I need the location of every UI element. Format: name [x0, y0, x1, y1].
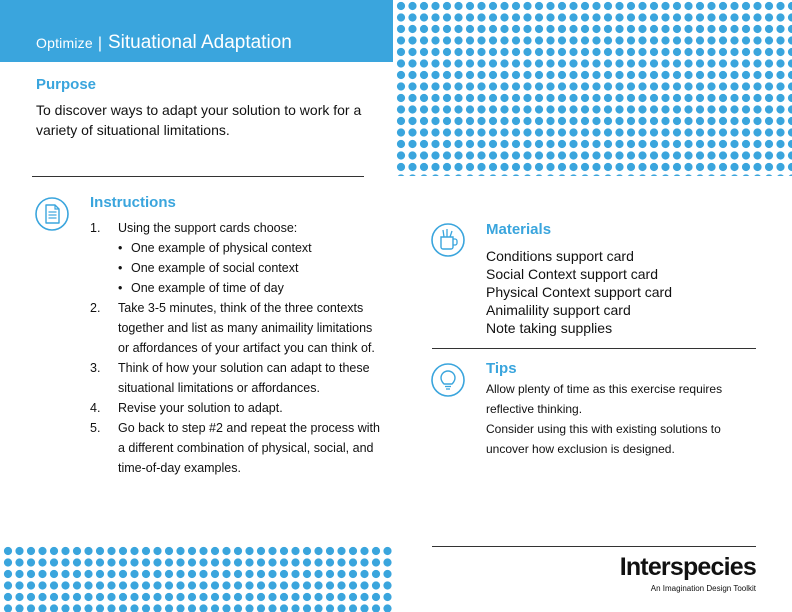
- step-number: 3.: [90, 361, 101, 375]
- step-text: Revise your solution to adapt.: [118, 401, 283, 415]
- step-sub-list: [118, 238, 380, 298]
- dot-pattern-bottom-left: [0, 544, 393, 612]
- step-number: 4.: [90, 401, 101, 415]
- sub-item: • One example of physical context: [118, 238, 380, 258]
- materials-heading: Materials: [486, 221, 552, 238]
- lightbulb-icon: [430, 362, 466, 403]
- tips-text: [486, 379, 746, 459]
- material-item: Conditions support card: [486, 248, 634, 264]
- instructions-list: [90, 218, 380, 478]
- step-text: Take 3-5 minutes, think of the three contexts together and list as many animaility limitations or affordances of your artifact you can think of.: [118, 301, 375, 355]
- material-item: Social Context support card: [486, 266, 658, 282]
- purpose-heading: Purpose: [36, 76, 97, 93]
- supplies-cup-icon: [430, 222, 466, 263]
- step-number: 1.: [90, 221, 101, 235]
- instructions-heading: Instructions: [90, 194, 176, 211]
- tip-paragraph: Allow plenty of time as this exercise requires reflective thinking.: [486, 382, 723, 416]
- sub-item: • One example of social context: [118, 258, 380, 278]
- materials-list: [486, 247, 672, 337]
- instruction-step: [90, 358, 380, 398]
- tip-paragraph: Consider using this with existing solutions to uncover how exclusion is designed.: [486, 422, 721, 456]
- divider-materials: [432, 348, 756, 349]
- material-item: Animalility support card: [486, 302, 631, 318]
- instruction-step: [90, 298, 380, 358]
- document-icon: [34, 196, 70, 237]
- header-separator: |: [97, 35, 102, 52]
- step-text: Using the support cards choose:: [118, 221, 298, 235]
- step-text: Go back to step #2 and repeat the process with a different combination of physical, social, and time-of-day examples.: [118, 421, 380, 475]
- brand-logo-text: Interspecies: [619, 553, 756, 581]
- dot-pattern-top-right: [393, 0, 792, 176]
- step-text: Think of how your solution can adapt to these situational limitations or affordances.: [118, 361, 370, 395]
- divider-footer: [432, 546, 756, 547]
- instruction-step: [90, 418, 380, 478]
- material-item: Note taking supplies: [486, 320, 613, 336]
- card-title: Situational Adaptation: [108, 32, 292, 53]
- brand-tagline: An Imagination Design Toolkit: [650, 584, 756, 593]
- purpose-text: To discover ways to adapt your solution to work for a variety of situational limitations.: [36, 102, 362, 138]
- tips-heading: Tips: [486, 360, 517, 377]
- material-item: Physical Context support card: [486, 284, 672, 300]
- card-header: [36, 32, 292, 54]
- category-label: Optimize: [36, 35, 93, 51]
- divider-purpose: [32, 176, 364, 177]
- step-number: 2.: [90, 301, 101, 315]
- instruction-step: [90, 218, 380, 298]
- sub-item: • One example of time of day: [118, 278, 380, 298]
- step-number: 5.: [90, 421, 101, 435]
- instruction-step: [90, 398, 380, 418]
